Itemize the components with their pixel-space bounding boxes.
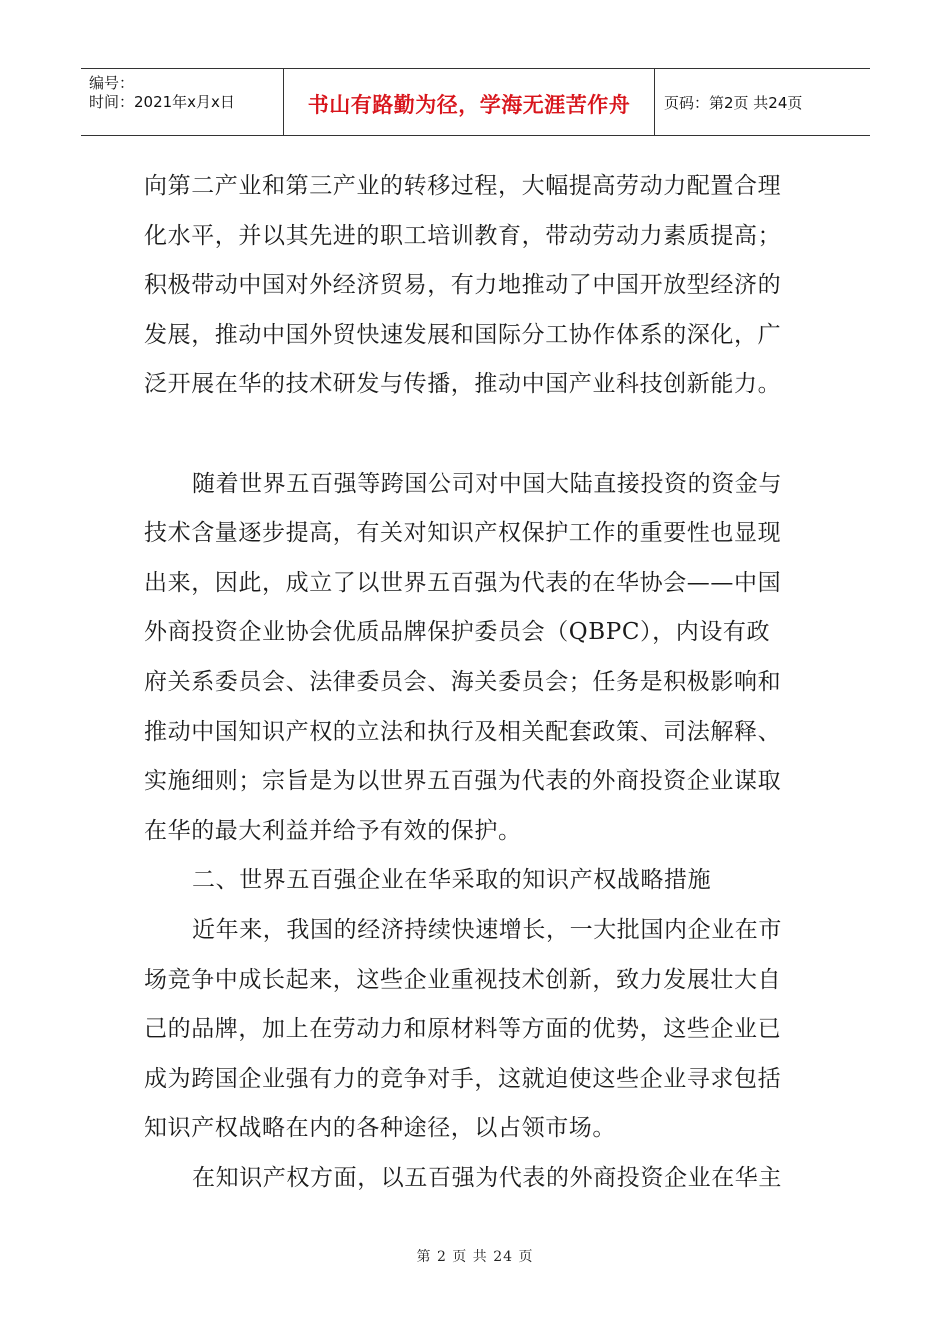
paragraph-line: 化水平，并以其先进的职工培训教育，带动劳动力素质提高； bbox=[144, 222, 782, 249]
paragraph-line: 向第二产业和第三产业的转移过程，大幅提高劳动力配置合理 bbox=[144, 173, 782, 199]
header-page-cell bbox=[655, 69, 870, 135]
header-motto: 书山有路勤为径，学海无涯苦作舟 bbox=[307, 93, 631, 117]
header-meta-cell bbox=[81, 69, 284, 135]
paragraph-line: 场竞争中成长起来，这些企业重视技术创新，致力发展壮大自 bbox=[144, 966, 782, 993]
paragraph-line: 府关系委员会、法律委员会、海关委员会；任务是积极影响和 bbox=[144, 668, 782, 695]
header-motto-cell bbox=[284, 69, 655, 135]
paragraph-line: 积极带动中国对外经济贸易，有力地推动了中国开放型经济的 bbox=[144, 272, 782, 299]
paragraph-line: 知识产权战略在内的各种途径，以占领市场。 bbox=[144, 1115, 616, 1142]
paragraph-line: 出来，因此，成立了以世界五百强为代表的在华协会——中国 bbox=[144, 569, 782, 596]
paragraph-line: 随着世界五百强等跨国公司对中国大陆直接投资的资金与 bbox=[192, 470, 782, 497]
paragraph-line: 成为跨国企业强有力的竞争对手，这就迫使这些企业寻求包括 bbox=[144, 1065, 782, 1092]
paragraph-gap bbox=[144, 410, 808, 460]
paragraph-line: 泛开展在华的技术研发与传播，推动中国产业科技创新能力。 bbox=[144, 371, 782, 398]
paragraph-line: 在知识产权方面，以五百强为代表的外商投资企业在华主 bbox=[192, 1164, 782, 1191]
paragraph-line: 外商投资企业协会优质品牌保护委员会（QBPC），内设有政 bbox=[144, 619, 771, 646]
document-header bbox=[81, 68, 870, 136]
paragraph-line: 发展，推动中国外贸快速发展和国际分工协作体系的深化，广 bbox=[144, 321, 782, 348]
paragraph-line: 推动中国知识产权的立法和执行及相关配套政策、司法解释、 bbox=[144, 718, 782, 745]
footer-page-number: 第 2 页 共 24 页 bbox=[416, 1249, 534, 1265]
document-number-label: 编号： bbox=[89, 74, 135, 92]
document-body bbox=[144, 162, 808, 1203]
paragraph-line: 技术含量逐步提高，有关对知识产权保护工作的重要性也显现 bbox=[144, 520, 782, 547]
document-time-label: 时间：2021年x月x日 bbox=[89, 93, 235, 111]
paragraph-line: 己的品牌，加上在劳动力和原材料等方面的优势，这些企业已 bbox=[144, 1016, 782, 1043]
paragraph-line: 实施细则；宗旨是为以世界五百强为代表的外商投资企业谋取 bbox=[144, 768, 782, 795]
page-footer bbox=[0, 1246, 950, 1266]
header-page-label: 页码：第2页 共24页 bbox=[664, 93, 803, 112]
section-heading: 二、世界五百强企业在华采取的知识产权战略措施 bbox=[192, 867, 712, 894]
paragraph-line: 近年来，我国的经济持续快速增长，一大批国内企业在市 bbox=[192, 916, 782, 943]
paragraph-line: 在华的最大利益并给予有效的保护。 bbox=[144, 817, 522, 844]
